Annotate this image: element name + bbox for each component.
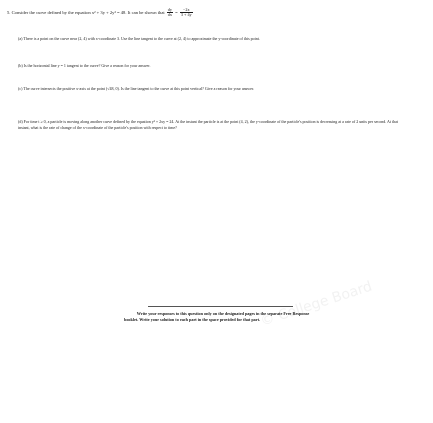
part-b-label: (b) [18, 63, 23, 68]
derivative-lhs-den: dx [167, 12, 172, 18]
part-c-text: The curve intersects the positive x-axis at the point (√48, 0). Is the line tangent to the curve at this point vertical? Give a reason for your answer. [23, 86, 254, 91]
footer-line-1: Write your responses to this question only on the designated pages in the separate Free Response [136, 311, 310, 316]
part-b-text: Is the horizontal line y = 1 tangent to the curve? Give a reason for your answer. [23, 63, 151, 68]
derivative-rhs-den: 3 + 4y [180, 12, 192, 18]
part-a [18, 36, 402, 42]
question-prompt: Consider the curve defined by the equation x² + 3y + 2y² = 48. It can be shown that [11, 9, 165, 15]
footer-line-2: booklet. Write your solution to each part in the space provided for that part. [124, 316, 261, 322]
footer-instructions [118, 311, 328, 322]
part-d [18, 119, 402, 131]
part-b [18, 63, 402, 69]
footer-divider [148, 306, 293, 307]
part-d-text: For time t ≥ 0, a particle is moving along another curve defined by the equation y³ + 2xy = 24. At the instant the particle is at the point (4, 2), the y-coordinate of the particle's position is decreasing at a rate of 2 units per second. At that instant, what is the rate of change of the x-coordinate of the particle's position with respect to time? [18, 119, 398, 130]
part-c-label: (c) [18, 86, 23, 91]
derivative-lhs [167, 8, 173, 18]
part-c [18, 86, 402, 92]
derivative-lhs-num: dy [167, 7, 172, 12]
derivative-rhs-num: −2x [180, 8, 193, 13]
part-d-label: (d) [18, 119, 23, 124]
equals-sign: = [175, 9, 178, 15]
part-a-text: There is a point on the curve near (2, 4) with x-coordinate 3. Use the line tangent to the curve at (2, 4) to approximate the y-coordinate of this point. [23, 36, 260, 41]
watermark: © College Board [258, 278, 375, 330]
part-a-label: (a) [18, 36, 23, 41]
question-stem [7, 8, 427, 18]
question-number: 5. [7, 9, 11, 15]
derivative-rhs [180, 8, 193, 18]
